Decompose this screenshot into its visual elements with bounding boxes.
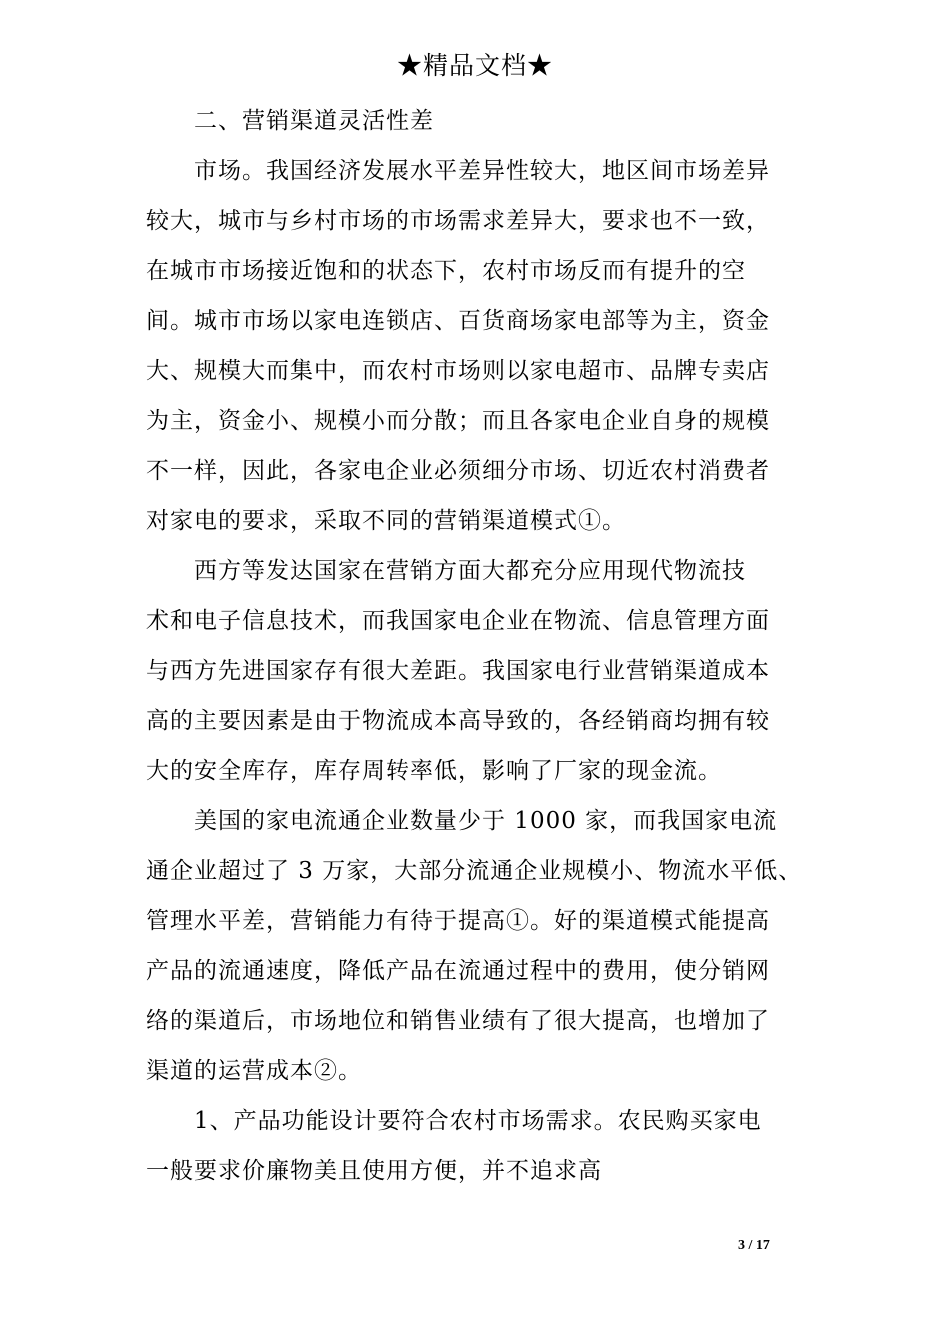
heading-text: 二、营销渠道灵活性差	[194, 108, 434, 134]
text-line: 管理水平差，营销能力有待于提高①。好的渠道模式能提高	[146, 908, 770, 934]
text-line: 产品的流通速度，降低产品在流通过程中的费用，使分销网	[146, 958, 770, 984]
document-body	[146, 96, 816, 1196]
text-line: 西方等发达国家在营销方面大都充分应用现代物流技	[194, 558, 746, 584]
text-line: 与西方先进国家存有很大差距。我国家电行业营销渠道成本	[146, 658, 770, 684]
text-line: 在城市市场接近饱和的状态下，农村市场反而有提升的空	[146, 258, 746, 284]
paragraph-1	[146, 146, 816, 546]
text-line: 高的主要因素是由于物流成本高导致的，各经销商均拥有较	[146, 708, 770, 734]
page-number: 3 / 17	[738, 1238, 770, 1253]
page-header: ★精品文档★	[396, 51, 553, 80]
text-line: 术和电子信息技术，而我国家电企业在物流、信息管理方面	[146, 608, 770, 634]
paragraph-3	[146, 796, 816, 1096]
text-line: 市场。我国经济发展水平差异性较大，地区间市场差异	[194, 158, 770, 184]
text-line: 大、规模大而集中，而农村市场则以家电超市、品牌专卖店	[146, 358, 770, 384]
text-line: 络的渠道后，市场地位和销售业绩有了很大提高，也增加了	[146, 1008, 770, 1034]
paragraph-2	[146, 546, 816, 796]
text-line: 较大，城市与乡村市场的市场需求差异大，要求也不一致，	[146, 208, 770, 234]
text-line: 渠道的运营成本②。	[146, 1058, 362, 1084]
text-line: 大的安全库存，库存周转率低，影响了厂家的现金流。	[146, 758, 722, 784]
text-line: 间。城市市场以家电连锁店、百货商场家电部等为主，资金	[146, 308, 770, 334]
text-line: 不一样，因此，各家电企业必须细分市场、切近农村消费者	[146, 458, 770, 484]
text-line: 1、产品功能设计要符合农村市场需求。农民购买家电	[194, 1108, 762, 1134]
text-line: 一般要求价廉物美且使用方便，并不追求高	[146, 1158, 602, 1184]
paragraph-4	[146, 1096, 816, 1196]
text-line: 美国的家电流通企业数量少于 1000 家，而我国家电流	[194, 808, 778, 834]
text-line: 通企业超过了 3 万家，大部分流通企业规模小、物流水平低、	[146, 858, 803, 884]
text-line: 为主，资金小、规模小而分散；而且各家电企业自身的规模	[146, 408, 770, 434]
text-line: 对家电的要求，采取不同的营销渠道模式①。	[146, 508, 626, 534]
section-heading	[146, 96, 816, 146]
